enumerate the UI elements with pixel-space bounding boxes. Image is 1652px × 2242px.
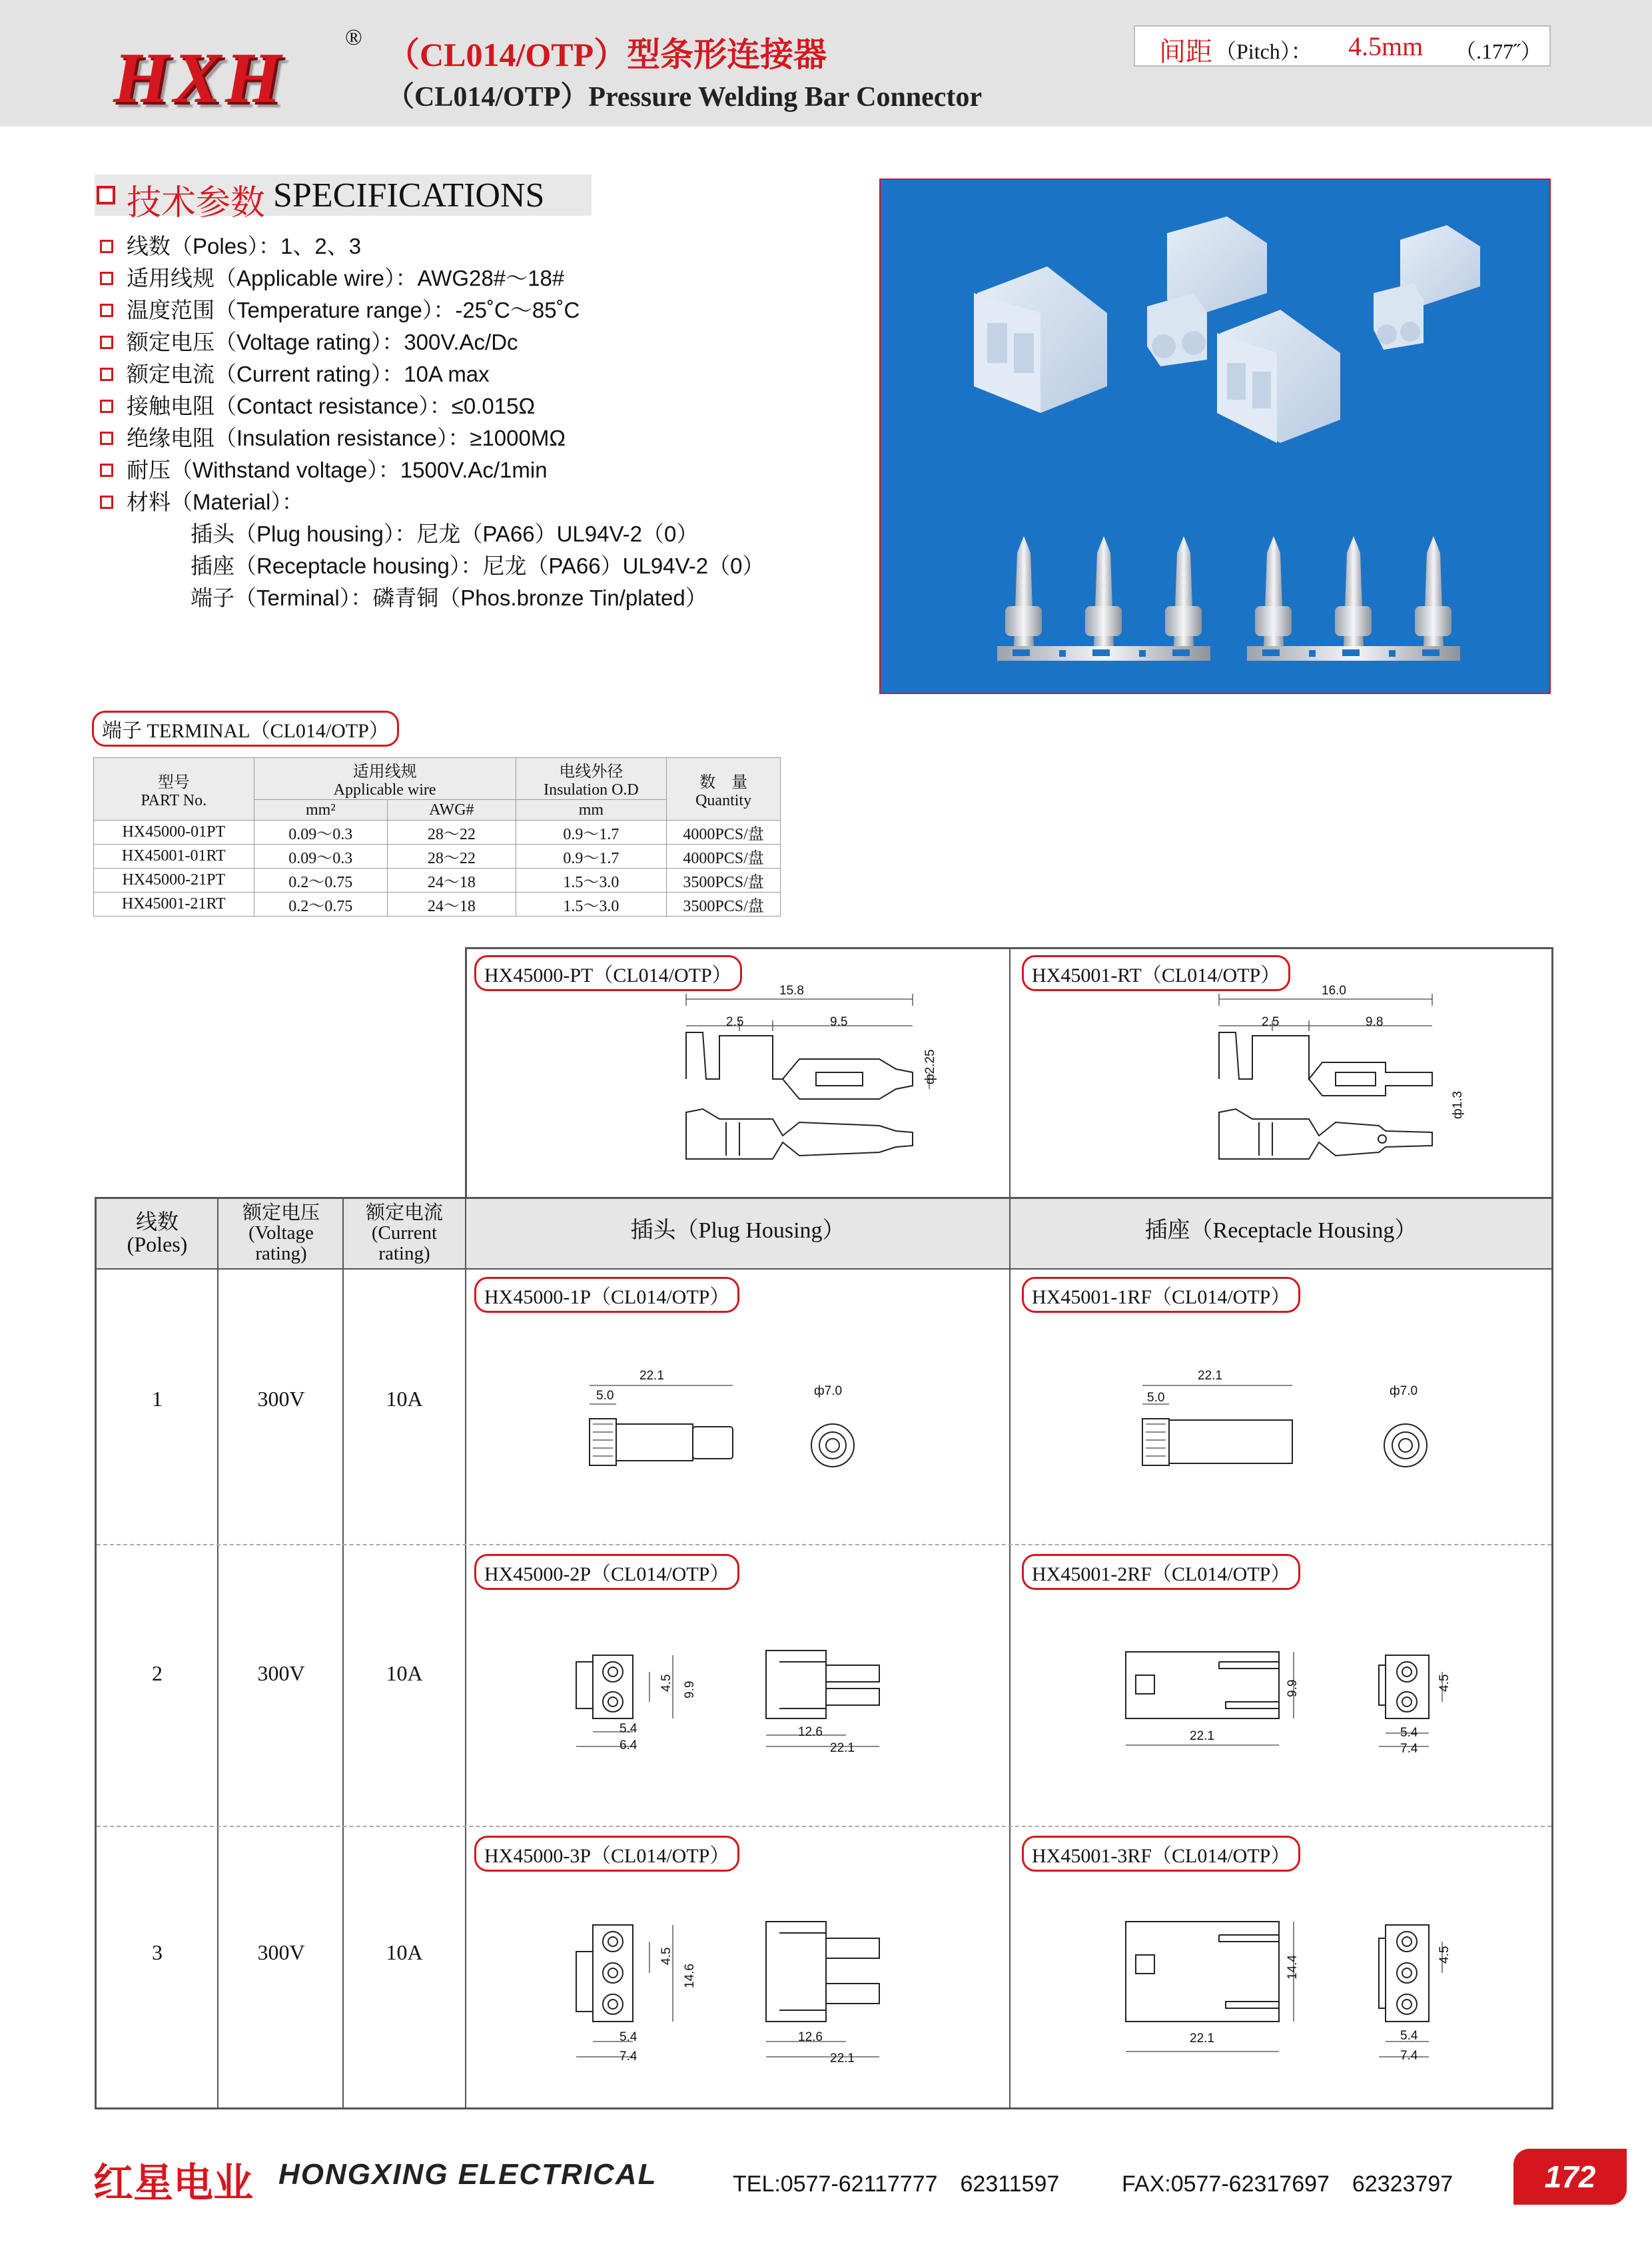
voltage-value: 300V [257, 1387, 305, 1411]
current-value: 10A [386, 1940, 423, 1964]
dim-diameter: ф2.25 [923, 1049, 937, 1084]
dim-overall: 15.8 [779, 984, 804, 998]
dim-height: 9.9 [1286, 1679, 1300, 1697]
grid-line [95, 2107, 1553, 2109]
brand-logo: HXH [113, 39, 286, 118]
dim-length: 22.1 [830, 1741, 855, 1755]
bullet-square-icon [100, 368, 113, 381]
header-plug-housing: 插头（Plug Housing） [630, 1218, 845, 1243]
grid-line [465, 1197, 466, 2109]
product-photo [879, 179, 1551, 694]
spec-heading-en: SPECIFICATIONS [273, 177, 545, 214]
spec-item: 适用线规（Applicable wire）：AWG28#～18# [100, 261, 564, 292]
dim-b: 7.4 [1400, 2049, 1418, 2063]
dim-diameter: ф7.0 [1390, 1384, 1418, 1398]
dim-diameter: ф1.3 [1451, 1090, 1465, 1119]
dim-length: 22.1 [830, 2052, 855, 2065]
dim-pitch: 4.5 [659, 1947, 673, 1965]
table-row: HX45000-01PT 0.09～0.3 28～22 0.9～1.7 4000PCS/盘 [94, 821, 781, 845]
dim-width: 5.0 [1147, 1391, 1165, 1405]
header-receptacle-housing: 插座（Receptacle Housing） [1144, 1218, 1418, 1243]
pitch-badge [1134, 25, 1551, 67]
col-quantity: 数 量 Quantity [667, 758, 781, 821]
dim-pitch: 4.5 [1438, 1946, 1451, 1964]
bullet-square-icon [100, 240, 113, 253]
col-part-no: 型号 PART No. [94, 758, 254, 821]
title-english: （CL014/OTP）Pressure Welding Bar Connector [386, 82, 983, 113]
receptacle-part-label: HX45001-3RF（CL014/OTP） [1022, 1836, 1300, 1872]
spec-item: 额定电压（Voltage rating）：300V.Ac/Dc [100, 325, 518, 356]
voltage-value: 300V [257, 1661, 305, 1685]
dim-a: 2.5 [726, 1015, 744, 1029]
table-row: HX45001-21RT 0.2～0.75 24～18 1.5～3.0 3500PCS/盘 [94, 893, 781, 917]
dim-overall: 16.0 [1322, 984, 1346, 998]
footer-company-cn: 红星电业 [93, 2160, 253, 2207]
dim-a: 2.5 [1262, 1015, 1280, 1029]
footer-fax: FAX:0577-62317697 62323797 [1122, 2171, 1453, 2197]
grid-line [95, 1268, 1553, 1270]
poles-value: 2 [152, 1661, 163, 1685]
bullet-square-icon [100, 496, 113, 509]
row-separator [97, 1826, 1551, 1827]
material-item-terminal: 端子（Terminal）：磷青铜（Phos.bronze Tin/plated） [191, 585, 707, 610]
plug-part-label: HX45000-1P（CL014/OTP） [474, 1277, 739, 1313]
dim-length: 22.1 [639, 1369, 664, 1383]
bullet-square-icon [100, 336, 113, 349]
dim-height: 14.4 [1286, 1955, 1300, 1980]
current-value: 10A [386, 1661, 423, 1685]
dim-b: 9.5 [830, 1015, 848, 1029]
dim-depth: 12.6 [798, 2030, 823, 2044]
poles-value: 3 [152, 1940, 163, 1964]
bullet-square-icon [100, 464, 113, 477]
pitch-label-cn: 间距 [1159, 37, 1212, 67]
receptacle-part-label: HX45001-2RF（CL014/OTP） [1022, 1554, 1300, 1590]
dim-length: 22.1 [1190, 1729, 1214, 1743]
spec-item: 额定电流（Current rating）：10A max [100, 357, 490, 388]
bullet-square-icon [100, 272, 113, 285]
grid-line [95, 1197, 97, 2109]
bullet-square-icon [100, 432, 113, 445]
col-od-unit: mm [516, 800, 667, 821]
material-item-plug: 插头（Plug housing）：尼龙（PA66）UL94V-2（0） [191, 522, 699, 546]
spec-heading-cn: 技术参数 [127, 183, 266, 223]
terminal-section-label: 端子 TERMINAL（CL014/OTP） [92, 711, 399, 747]
drawing-label-pt: HX45000-PT（CL014/OTP） [474, 955, 742, 991]
grid-line [217, 1197, 218, 2109]
pitch-label-en: （Pitch）： [1215, 39, 1312, 63]
dim-pitch: 4.5 [1438, 1674, 1451, 1692]
spec-item: 材料（Material）： [100, 485, 304, 516]
spec-item: 温度范围（Temperature range）：-25˚C～85˚C [100, 293, 580, 324]
connector-photo-illustration [881, 180, 1549, 693]
dim-width: 5.0 [596, 1389, 614, 1403]
table-row: HX45001-01RT 0.09～0.3 28～22 0.9～1.7 4000PCS/盘 [94, 845, 781, 869]
dim-depth: 12.6 [798, 1725, 823, 1739]
terminal-rt-drawing [1212, 979, 1505, 1179]
poles-value: 1 [152, 1387, 163, 1411]
dim-b: 7.4 [620, 2050, 637, 2063]
row-separator [97, 1544, 1551, 1545]
dim-a: 5.4 [620, 2030, 637, 2044]
terminal-table [93, 757, 781, 917]
footer-company-en: HONGXING ELECTRICAL [278, 2158, 657, 2191]
col-insulation-od: 电线外径 Insulation O.D [516, 758, 667, 800]
grid-line [1009, 1197, 1011, 2109]
dim-height: 14.6 [683, 1964, 697, 1988]
spec-item: 耐压（Withstand voltage）：1500V.Ac/1min [100, 453, 548, 484]
bullet-square-icon [97, 186, 115, 204]
dim-b: 6.4 [620, 1738, 637, 1752]
terminal-pt-drawing [666, 979, 959, 1179]
receptacle-part-label: HX45001-1RF（CL014/OTP） [1022, 1277, 1300, 1313]
pitch-mm: 4.5mm [1348, 31, 1424, 61]
page-number: 172 [1513, 2149, 1627, 2205]
grid-line [342, 1197, 344, 2109]
col-applicable-wire: 适用线规 Applicable wire [254, 758, 516, 800]
voltage-value: 300V [257, 1940, 305, 1964]
registered-mark: ® [345, 25, 362, 50]
grid-line [1009, 947, 1011, 1199]
table-row: HX45000-21PT 0.2～0.75 24～18 1.5～3.0 3500PCS/盘 [94, 869, 781, 893]
dim-length: 22.1 [1190, 2032, 1214, 2046]
dim-length: 22.1 [1198, 1369, 1222, 1383]
col-mm2: mm² [254, 800, 387, 821]
dim-b: 7.4 [1400, 1742, 1418, 1756]
current-value: 10A [386, 1387, 423, 1411]
title-chinese: （CL014/OTP）型条形连接器 [386, 36, 827, 73]
material-item-receptacle: 插座（Receptacle housing）：尼龙（PA66）UL94V-2（0） [191, 554, 765, 578]
plug-part-label: HX45000-2P（CL014/OTP） [474, 1554, 739, 1590]
dim-a: 5.4 [1400, 2029, 1418, 2043]
header-poles: 线数 (Poles) [127, 1210, 188, 1256]
spec-item: 绝缘电阻（Insulation resistance）：≥1000MΩ [100, 421, 566, 452]
drawing-label-rt: HX45001-RT（CL014/OTP） [1022, 955, 1290, 991]
col-awg: AWG# [388, 800, 516, 821]
receptacle-3rf-drawing [1119, 1912, 1492, 2078]
dim-a: 5.4 [1400, 1726, 1418, 1740]
plug-part-label: HX45000-3P（CL014/OTP） [474, 1836, 739, 1872]
footer-telephone: TEL:0577-62117777 62311597 [733, 2171, 1060, 2197]
dim-b: 9.8 [1366, 1015, 1384, 1029]
dim-diameter: ф7.0 [814, 1384, 843, 1398]
header-current: 额定电流 (Current rating) [365, 1202, 443, 1264]
grid-line [465, 947, 467, 1199]
dim-height: 9.9 [683, 1681, 697, 1698]
receptacle-2rf-drawing [1119, 1639, 1492, 1758]
header-voltage: 额定电压 (Voltage rating) [242, 1202, 320, 1264]
pitch-inch: （.177˝） [1455, 39, 1542, 63]
spec-item: 接触电阻（Contact resistance）：≤0.015Ω [100, 389, 535, 420]
spec-item: 线数（Poles）：1、2、3 [100, 229, 361, 260]
dim-a: 5.4 [620, 1722, 637, 1736]
bullet-square-icon [100, 304, 113, 317]
grid-line [1551, 947, 1553, 2109]
bullet-square-icon [100, 400, 113, 413]
dim-pitch: 4.5 [659, 1674, 673, 1692]
